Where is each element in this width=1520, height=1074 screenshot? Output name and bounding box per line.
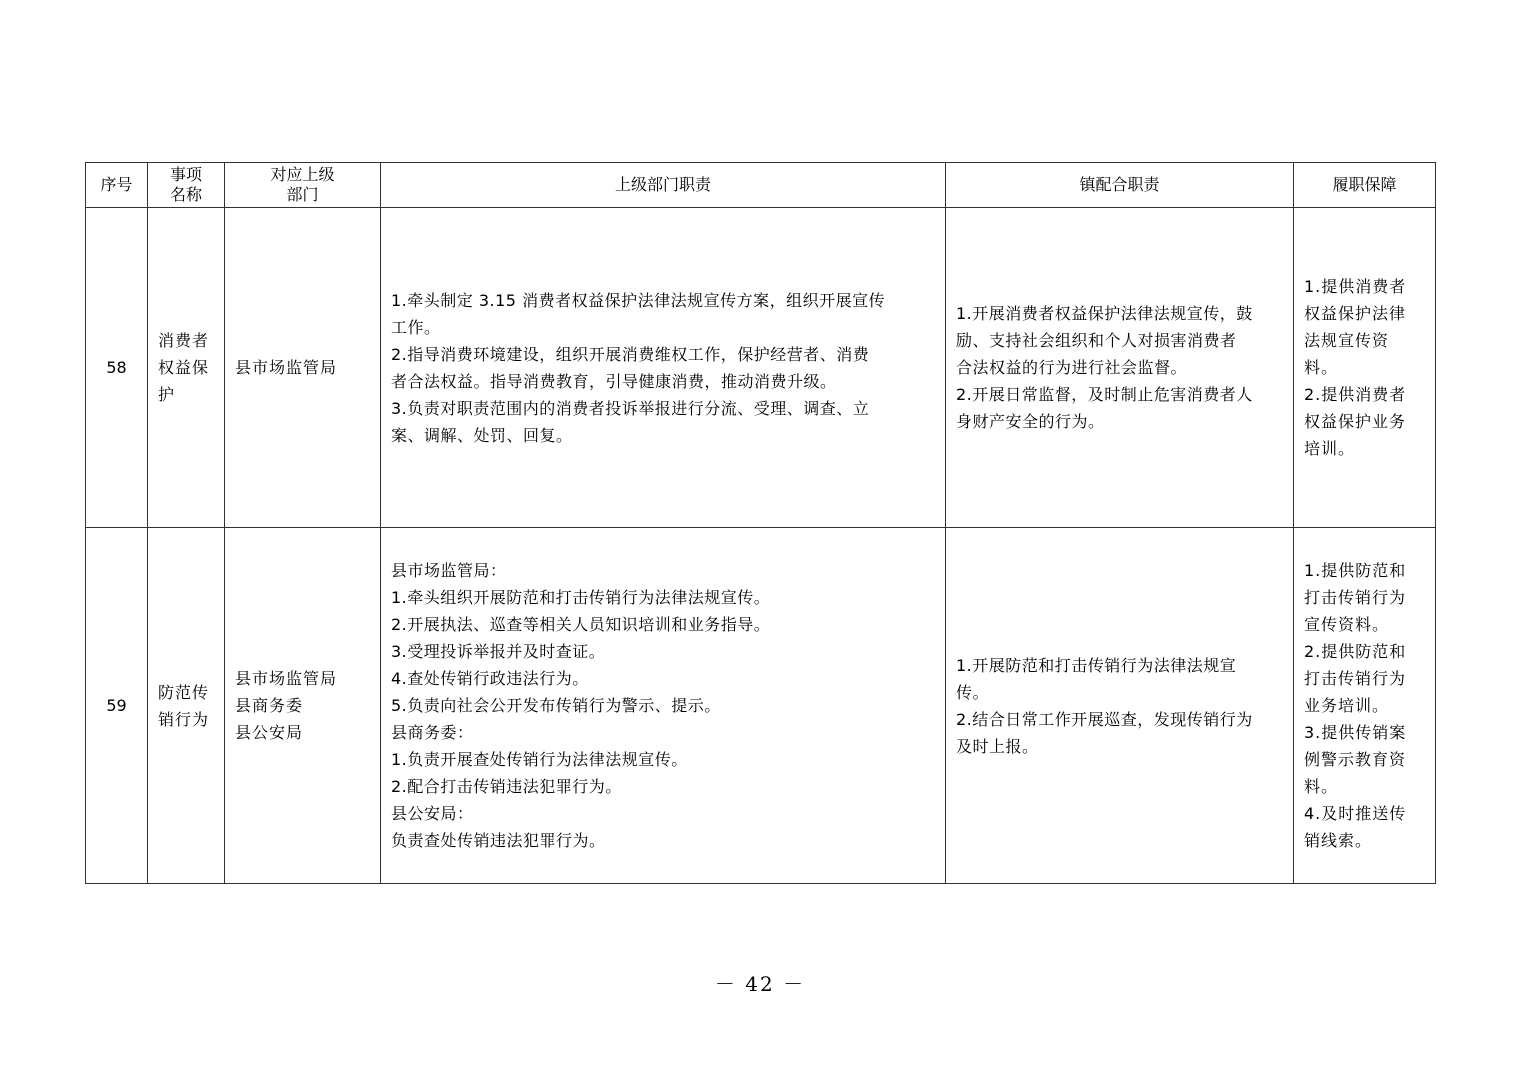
table-row bbox=[86, 528, 1436, 884]
text-line: 1.提供消费者 bbox=[1304, 277, 1407, 296]
text-line: 2.配合打击传销违法犯罪行为。 bbox=[391, 777, 622, 796]
text-line: 4.及时推送传 bbox=[1304, 804, 1407, 823]
text-line: 县市场监管局 bbox=[235, 358, 338, 377]
text-line: 合法权益的行为进行社会监督。 bbox=[956, 358, 1188, 377]
header-num: 序号 bbox=[86, 163, 148, 208]
text-line: 销线索。 bbox=[1304, 831, 1373, 850]
text-line: 县公安局： bbox=[391, 804, 474, 823]
page-number: － 42 － bbox=[714, 972, 806, 996]
text-line: 业务培训。 bbox=[1304, 696, 1390, 715]
text-line: 料。 bbox=[1304, 777, 1339, 796]
row-item bbox=[148, 208, 225, 528]
text-line: 者合法权益。指导消费教育，引导健康消费，推动消费升级。 bbox=[391, 371, 837, 391]
text-line: 2.提供防范和 bbox=[1304, 642, 1407, 661]
header-item-line: 名称 bbox=[169, 185, 202, 204]
text-line: 打击传销行为 bbox=[1304, 669, 1407, 688]
text-line: 销行为 bbox=[158, 709, 210, 729]
text-line: 宣传资料。 bbox=[1304, 615, 1390, 634]
row-guarantee bbox=[1294, 528, 1436, 884]
header-guarantee: 履职保障 bbox=[1294, 163, 1436, 208]
text-line: 消费者 bbox=[158, 331, 210, 350]
text-line: 县商务委： bbox=[391, 723, 474, 742]
text-line: 1.开展消费者权益保护法律法规宣传，鼓 bbox=[956, 304, 1253, 323]
text-line: 防范传 bbox=[158, 682, 210, 702]
text-line: 案、调解、处罚、回复。 bbox=[391, 425, 573, 445]
header-dept bbox=[225, 163, 381, 208]
header-superior: 上级部门职责 bbox=[381, 163, 946, 208]
text-line: 身财产安全的行为。 bbox=[956, 412, 1105, 431]
text-line: 料。 bbox=[1304, 358, 1339, 377]
row-dept bbox=[225, 208, 381, 528]
text-line: 传。 bbox=[956, 682, 990, 702]
text-line: 法规宣传资 bbox=[1304, 331, 1390, 350]
row-superior-duty bbox=[381, 528, 946, 884]
text-line: 县市场监管局： bbox=[391, 561, 507, 580]
text-line: 1.牵头制定 3.15 消费者权益保护法律法规宣传方案，组织开展宣传 bbox=[391, 290, 886, 310]
row-town-duty bbox=[946, 208, 1294, 528]
duty-table bbox=[85, 162, 1436, 884]
text-line: 5.负责向社会公开发布传销行为警示、提示。 bbox=[391, 696, 721, 715]
header-row bbox=[86, 163, 1436, 208]
row-superior-duty bbox=[381, 208, 946, 528]
text-line: 县市场监管局 bbox=[235, 669, 338, 688]
text-line: 3.提供传销案 bbox=[1304, 723, 1407, 742]
text-line: 1.提供防范和 bbox=[1304, 561, 1407, 580]
text-line: 3.受理投诉举报并及时查证。 bbox=[391, 642, 606, 661]
row-guarantee bbox=[1294, 208, 1436, 528]
text-line: 工作。 bbox=[391, 317, 441, 337]
text-line: 励、支持社会组织和个人对损害消费者 bbox=[956, 331, 1237, 350]
text-line: 2.开展执法、巡查等相关人员知识培训和业务指导。 bbox=[391, 615, 771, 634]
text-line: 权益保 bbox=[158, 358, 210, 377]
row-num: 59 bbox=[86, 528, 148, 884]
header-item-line: 事项 bbox=[169, 165, 202, 184]
text-line: 培训。 bbox=[1304, 439, 1356, 458]
text-line: 2.指导消费环境建设，组织开展消费维权工作，保护经营者、消费 bbox=[391, 344, 870, 364]
row-item bbox=[148, 528, 225, 884]
table-row bbox=[86, 208, 1436, 528]
text-line: 1.牵头组织开展防范和打击传销行为法律法规宣传。 bbox=[391, 588, 771, 607]
text-line: 打击传销行为 bbox=[1304, 588, 1407, 607]
text-line: 2.提供消费者 bbox=[1304, 385, 1407, 404]
header-town: 镇配合职责 bbox=[946, 163, 1294, 208]
text-line: 县商务委 bbox=[235, 696, 304, 715]
text-line: 1.负责开展查处传销行为法律法规宣传。 bbox=[391, 750, 688, 769]
text-line: 负责查处传销违法犯罪行为。 bbox=[391, 831, 606, 850]
header-dept-line: 对应上级 bbox=[270, 165, 335, 184]
row-dept bbox=[225, 528, 381, 884]
text-line: 县公安局 bbox=[235, 723, 304, 742]
text-line: 权益保护业务 bbox=[1304, 412, 1407, 431]
row-town-duty bbox=[946, 528, 1294, 884]
row-num: 58 bbox=[86, 208, 148, 528]
text-line: 及时上报。 bbox=[956, 736, 1039, 756]
text-line: 例警示教育资 bbox=[1304, 750, 1407, 769]
text-line: 4.查处传销行政违法行为。 bbox=[391, 669, 589, 688]
header-item bbox=[148, 163, 225, 208]
text-line: 3.负责对职责范围内的消费者投诉举报进行分流、受理、调查、立 bbox=[391, 398, 870, 418]
text-line: 护 bbox=[158, 385, 176, 404]
text-line: 权益保护法律 bbox=[1304, 304, 1407, 323]
text-line: 1.开展防范和打击传销行为法律法规宣 bbox=[956, 655, 1237, 675]
text-line: 2.开展日常监督，及时制止危害消费者人 bbox=[956, 385, 1253, 404]
text-line: 2.结合日常工作开展巡查，发现传销行为 bbox=[956, 709, 1253, 729]
header-dept-line: 部门 bbox=[286, 185, 319, 204]
